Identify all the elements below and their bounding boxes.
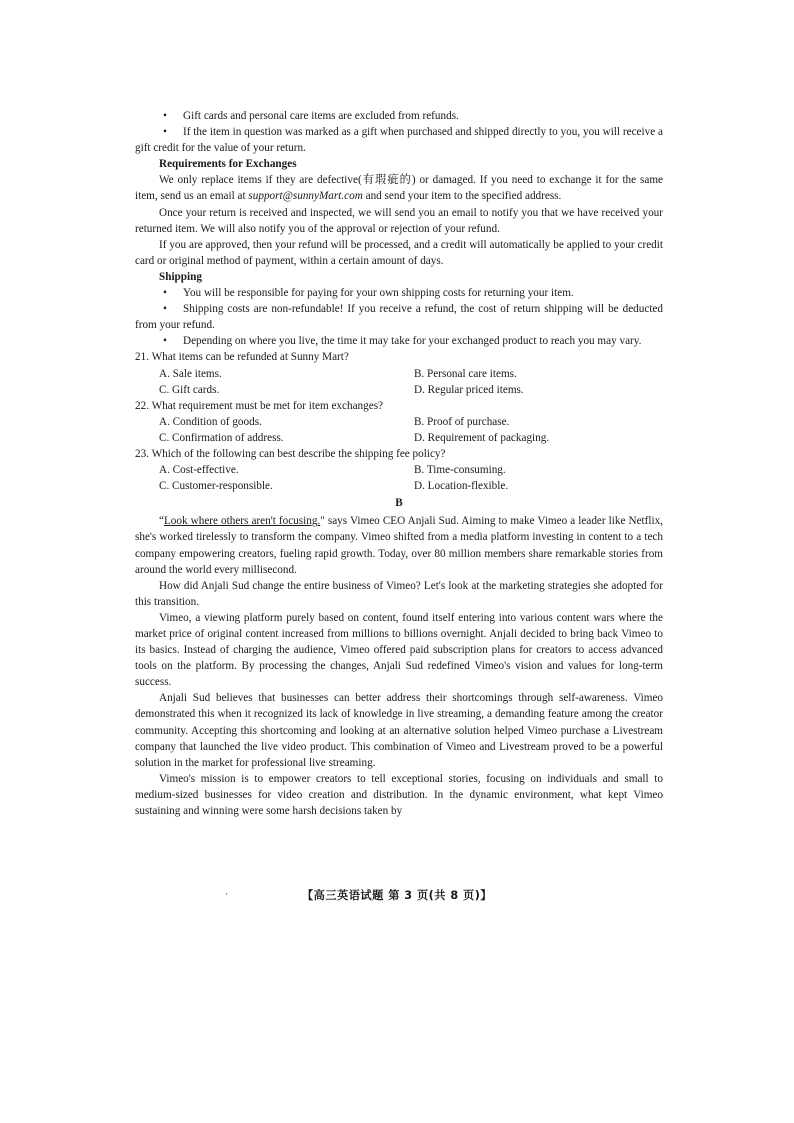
option-b: B. Proof of purchase. <box>414 415 510 428</box>
bullet-dot-icon: • <box>163 110 167 122</box>
question-options <box>135 414 663 446</box>
option-c: C. Confirmation of address. <box>159 431 284 444</box>
option-b: B. Time-consuming. <box>414 464 506 477</box>
refund-bullet: • Gift cards and personal care items are excluded from refunds. <box>135 108 663 124</box>
question-stem: 23. Which of the following can best describe the shipping fee policy? <box>135 447 446 460</box>
question-21 <box>135 349 663 397</box>
exchanges-heading: Requirements for Exchanges <box>159 158 297 171</box>
option-b: B. Personal care items. <box>414 367 517 380</box>
support-email: support@sunnyMart.com <box>248 190 363 203</box>
exam-page <box>135 108 663 819</box>
option-d: D. Location-flexible. <box>414 480 509 493</box>
shipping-bullet: • You will be responsible for paying for your own shipping costs for returning your item. <box>135 285 663 301</box>
bullet-dot-icon: • <box>163 287 167 300</box>
bullet-dot-icon: • <box>163 126 167 139</box>
shipping-heading: Shipping <box>159 270 202 283</box>
option-a: A. Condition of goods. <box>159 415 262 428</box>
passage-paragraph: How did Anjali Sud change the entire business of Vimeo? Let's look at the marketing strategies she adopted for this transition. <box>135 579 663 608</box>
passage-paragraph: Anjali Sud believes that businesses can better address their shortcomings through self-awareness. Vimeo demonstrated this when it recognized its lack of knowledge in live streaming, a demanding feature among the creator community. Accepting this shortcoming and looking at an alternative solution helped Vimeo purchase a Livestream company that launched the live video product. This combination of Vimeo and Livestream proved to be a powerful solution in the market for professional live streaming. <box>135 692 663 769</box>
passage-paragraph: “Look where others aren't focusing." says Vimeo CEO Anjali Sud. Aiming to make Vimeo a leader like Netflix, she's worked tirelessly to transform the company. Vimeo shifted from a media platform investing in content to a tech company empowering creators, fueling rapid growth. Today, over 80 million members share remarkable stories from around the world every millisecond. <box>135 515 663 576</box>
option-d: D. Requirement of packaging. <box>414 431 550 444</box>
option-c: C. Gift cards. <box>159 383 220 396</box>
scan-mark: · <box>225 889 228 899</box>
refund-bullet: • If the item in question was marked as a gift when purchased and shipped directly to you, you will receive a gift credit for the value of your return. <box>135 126 663 155</box>
shipping-bullet: • Depending on where you live, the time it may take for your exchanged product to reach you may vary. <box>135 333 663 349</box>
passage-paragraph: Vimeo, a viewing platform purely based on content, found itself entering into various content wars where the market price of original content increased from millions to billions overnight. Anjali decided to bring back Vimeo to its basics. Instead of charging the audience, Vimeo offered paid subscription plans for creators to access advanced tools on the platform. By processing the changes, Anjali Sud redefined Vimeo's vision and values for long-term success. <box>135 611 663 689</box>
question-23 <box>135 446 663 494</box>
question-options <box>135 462 663 494</box>
question-stem: 22. What requirement must be met for item exchanges? <box>135 399 384 412</box>
question-22 <box>135 398 663 446</box>
shipping-bullet: • Shipping costs are non-refundable! If you receive a refund, the cost of return shipping will be deducted from your refund. <box>135 303 663 332</box>
bullet-dot-icon: • <box>163 335 167 348</box>
exchanges-paragraph: We only replace items if they are defective(有瑕疵的) or damaged. If you need to exchange it for the same item, send us an email at support@sunnyMart.com and send your item to the specified address. <box>135 174 663 203</box>
option-d: D. Regular priced items. <box>414 383 524 396</box>
bullet-dot-icon: • <box>163 303 167 316</box>
option-c: C. Customer-responsible. <box>159 480 273 493</box>
exchanges-paragraph: Once your return is received and inspected, we will send you an email to notify you that we have received your returned item. We will also notify you of the approval or rejection of your refund. <box>135 206 663 235</box>
passage-paragraph: Vimeo's mission is to empower creators to tell exceptional stories, focusing on individuals and small to medium-sized businesses for video creation and distribution. In the dynamic environment, what kept Vimeo sustaining and winning were some harsh decisions taken by <box>135 772 663 818</box>
question-options <box>135 366 663 398</box>
question-stem: 21. What items can be refunded at Sunny Mart? <box>135 351 349 364</box>
section-label: B <box>395 497 403 510</box>
option-a: A. Cost-effective. <box>159 464 239 477</box>
underlined-quote: Look where others aren't focusing. <box>163 515 321 528</box>
page-footer: 【高三英语试题 第 3 页(共 8 页)】 <box>301 889 493 902</box>
option-a: A. Sale items. <box>159 367 222 380</box>
exchanges-paragraph: If you are approved, then your refund will be processed, and a credit will automatically be applied to your credit card or original method of payment, within a certain amount of days. <box>135 238 663 267</box>
